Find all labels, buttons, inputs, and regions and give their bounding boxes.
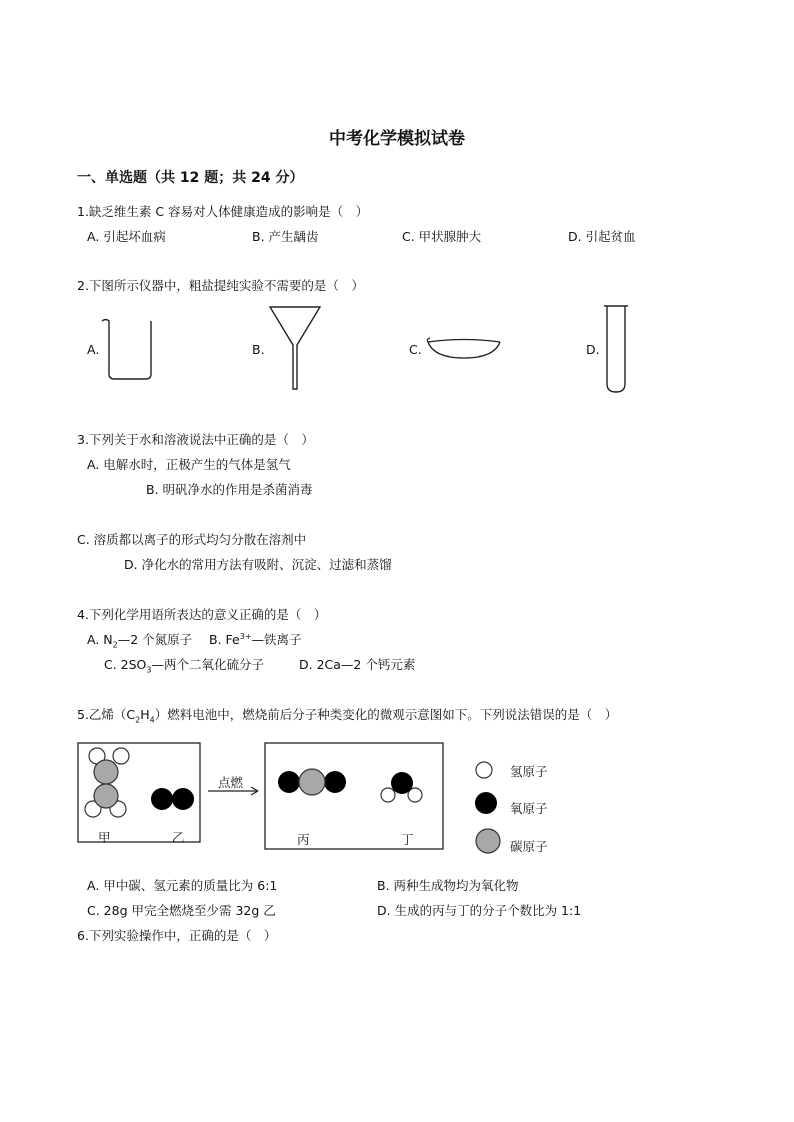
q3-option-b[interactable]: B. 明矾净水的作用是杀菌消毒 bbox=[146, 482, 313, 497]
q1-option-a[interactable]: A. 引起坏血病 bbox=[87, 229, 166, 244]
label-bing: 丙 bbox=[297, 832, 310, 847]
carbon-dioxide-molecule bbox=[278, 769, 346, 795]
label-ignite: 点燃 bbox=[218, 775, 244, 790]
water-molecule bbox=[381, 772, 422, 802]
section-heading: 一、单选题（共 12 题；共 24 分） bbox=[77, 170, 304, 186]
q1-option-c[interactable]: C. 甲状腺肿大 bbox=[402, 229, 482, 244]
q4-option-c[interactable]: C. $2SO_3—$两个二氧化硫分子 bbox=[104, 657, 265, 675]
label-ding: 丁 bbox=[401, 832, 414, 847]
q5-option-b[interactable]: B. 两种生成物均为氧化物 bbox=[377, 878, 519, 893]
q5-option-a[interactable]: A. 甲中碳、氢元素的质量比为 6:1 bbox=[87, 878, 278, 893]
q5-option-c[interactable]: C. 28g 甲完全燃烧至少需 32g 乙 bbox=[87, 903, 276, 918]
q6-stem: 6.下列实验操作中，正确的是（ ） bbox=[77, 928, 277, 943]
q4-option-d[interactable]: D. 2Ca—2 个钙元素 bbox=[299, 657, 416, 672]
q2-stem: 2.下图所示仪器中，粗盐提纯实验不需要的是（ ） bbox=[77, 278, 364, 293]
q1-option-b[interactable]: B. 产生龋齿 bbox=[252, 229, 319, 244]
q3-option-a[interactable]: A. 电解水时，正极产生的气体是氢气 bbox=[87, 457, 291, 472]
ethylene-molecule bbox=[85, 748, 129, 817]
legend-oxygen-icon bbox=[475, 792, 497, 814]
q4-option-b[interactable]: B. $Fe^{3+}—$铁离子 bbox=[209, 631, 302, 647]
legend-carbon-icon bbox=[476, 829, 500, 853]
q2-label-b[interactable]: B. bbox=[252, 342, 265, 357]
q5-option-d[interactable]: D. 生成的丙与丁的分子个数比为 1:1 bbox=[377, 903, 582, 918]
label-jia: 甲 bbox=[98, 830, 111, 845]
q3-option-c[interactable]: C. 溶质都以离子的形式均匀分散在溶剂中 bbox=[77, 532, 307, 547]
q1-option-d[interactable]: D. 引起贫血 bbox=[568, 229, 636, 244]
q2-label-d[interactable]: D. bbox=[586, 342, 600, 357]
q4-option-a[interactable]: A. $N_2—2$ 个氮原子 bbox=[87, 632, 193, 650]
oxygen-molecule bbox=[151, 788, 194, 810]
q4-stem: 4.下列化学用语所表达的意义正确的是（ ） bbox=[77, 607, 327, 622]
q3-option-d[interactable]: D. 净化水的常用方法有吸附、沉淀、过滤和蒸馏 bbox=[124, 557, 392, 572]
q3-stem: 3.下列关于水和溶液说法中正确的是（ ） bbox=[77, 432, 314, 447]
q2-label-a[interactable]: A. bbox=[87, 342, 100, 357]
legend-carbon: 碳原子 bbox=[510, 839, 548, 854]
legend-oxygen: 氧原子 bbox=[510, 801, 548, 816]
legend-hydrogen: 氢原子 bbox=[510, 764, 548, 779]
q5-stem: 5.乙烯$(C_2H_4)$燃料电池中，燃烧前后分子种类变化的微观示意图如下。下列说法错误的是（ ） bbox=[77, 707, 618, 725]
label-yi: 乙 bbox=[172, 830, 185, 845]
page-title: 中考化学模拟试卷 bbox=[329, 129, 465, 149]
legend-hydrogen-icon bbox=[476, 762, 492, 778]
q2-label-c[interactable]: C. bbox=[409, 342, 422, 357]
q1-stem: 1.缺乏维生素 C 容易对人体健康造成的影响是（ ） bbox=[77, 204, 369, 219]
